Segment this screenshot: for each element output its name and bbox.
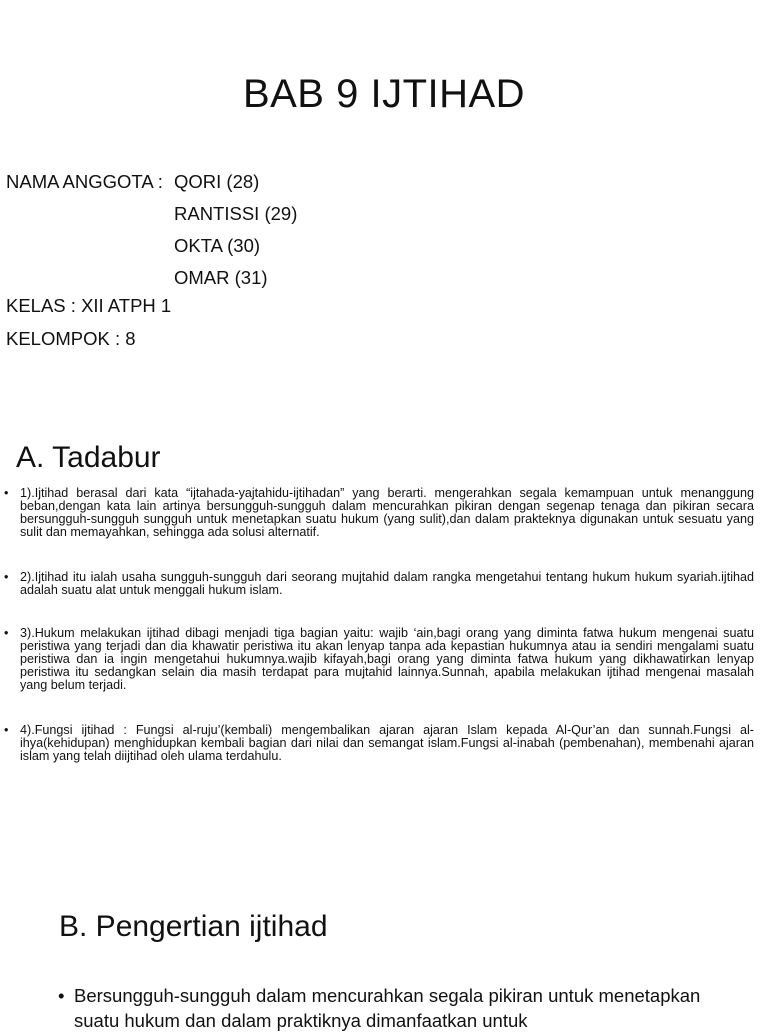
member-row (6, 230, 297, 262)
section-b-list (58, 983, 708, 1033)
list-item (58, 983, 708, 1033)
bullet-icon: • (4, 723, 9, 737)
list-item (4, 487, 754, 539)
member-name: OKTA (30) (174, 235, 261, 256)
section-b-heading: B. Pengertian ijtihad (59, 910, 328, 943)
member-row (6, 198, 297, 230)
member-list (6, 166, 297, 294)
bullet-icon: • (4, 486, 9, 500)
bullet-icon: • (58, 985, 65, 1006)
member-label: NAMA ANGGOTA : (6, 171, 163, 192)
member-row (6, 262, 297, 294)
list-item (4, 571, 754, 597)
group-info: KELOMPOK : 8 (6, 328, 136, 349)
member-name: RANTISSI (29) (174, 203, 298, 224)
bullet-icon: • (4, 626, 9, 640)
class-info: KELAS : XII ATPH 1 (6, 295, 172, 316)
list-item (4, 724, 754, 763)
member-name: OMAR (31) (174, 267, 268, 288)
list-item-text: Bersungguh-sungguh dalam mencurahkan segala pikiran untuk menetapkan suatu hukum dan dalam praktiknya dimanfaatkan untuk (74, 985, 701, 1031)
member-row (6, 166, 297, 198)
section-a-heading: A. Tadabur (16, 441, 161, 474)
bullet-icon: • (4, 570, 9, 584)
list-item-text: 1).Ijtihad berasal dari kata “ijtahada-yajtahidu-ijtihadan” yang berarti. mengerahkan segala kemampuan untuk menanggung beban,dengan kata lain artinya bersungguh-sungguh dalam mencurahkan pikiran dengan segenap tenaga dan pikiran secara bersungguh-sungguh sungguh untuk menetapkan suatu hukum (yang sulit),dan dalam prakteknya digunakan untuk sesuatu yang sulit dan memayahkan, sehingga ada solusi alternatif. (20, 486, 754, 539)
list-item (4, 627, 754, 692)
list-item-text: 2).Ijtihad itu ialah usaha sungguh-sungguh dari seorang mujtahid dalam rangka mengetahui tentang hukum hukum syariah.ijtihad adalah suatu alat untuk menggali hukum islam. (20, 570, 754, 597)
list-item-text: 4).Fungsi ijtihad : Fungsi al-ruju’(kembali) mengembalikan ajaran ajaran Islam kepada Al-Qur’an dan sunnah.Fungsi al-ihya(kehidupan) menghidupkan kembali bagian dari nilai dan semangat islam.Fungsi al-inabah (pembenahan), membenahi ajaran islam yang telah diijtihad oleh ulama terdahulu. (20, 723, 754, 763)
member-name: QORI (28) (174, 171, 260, 192)
page-title: BAB 9 IJTIHAD (242, 72, 526, 116)
list-item-text: 3).Hukum melakukan ijtihad dibagi menjadi tiga bagian yaitu: wajib ‘ain,bagi orang yang diminta fatwa hukum mengenai suatu peristiwa yang terjadi dan dia khawatir peristiwa itu akan lenyap tanpa ada kepastian hukumnya atau ia sendiri mengalami suatu peristiwa dan ia ingin mengetahui hukumnya.wajib kifayah,bagi orang yang diminta fatwa hukum yang dikhawatirkan lenyap peristiwa itu sedangkan selain dia masih terdapat para mujtahid lainnya.Sunnah, apabila melakukan ijtihad mengenai masalah yang belum terjadi. (20, 626, 754, 692)
